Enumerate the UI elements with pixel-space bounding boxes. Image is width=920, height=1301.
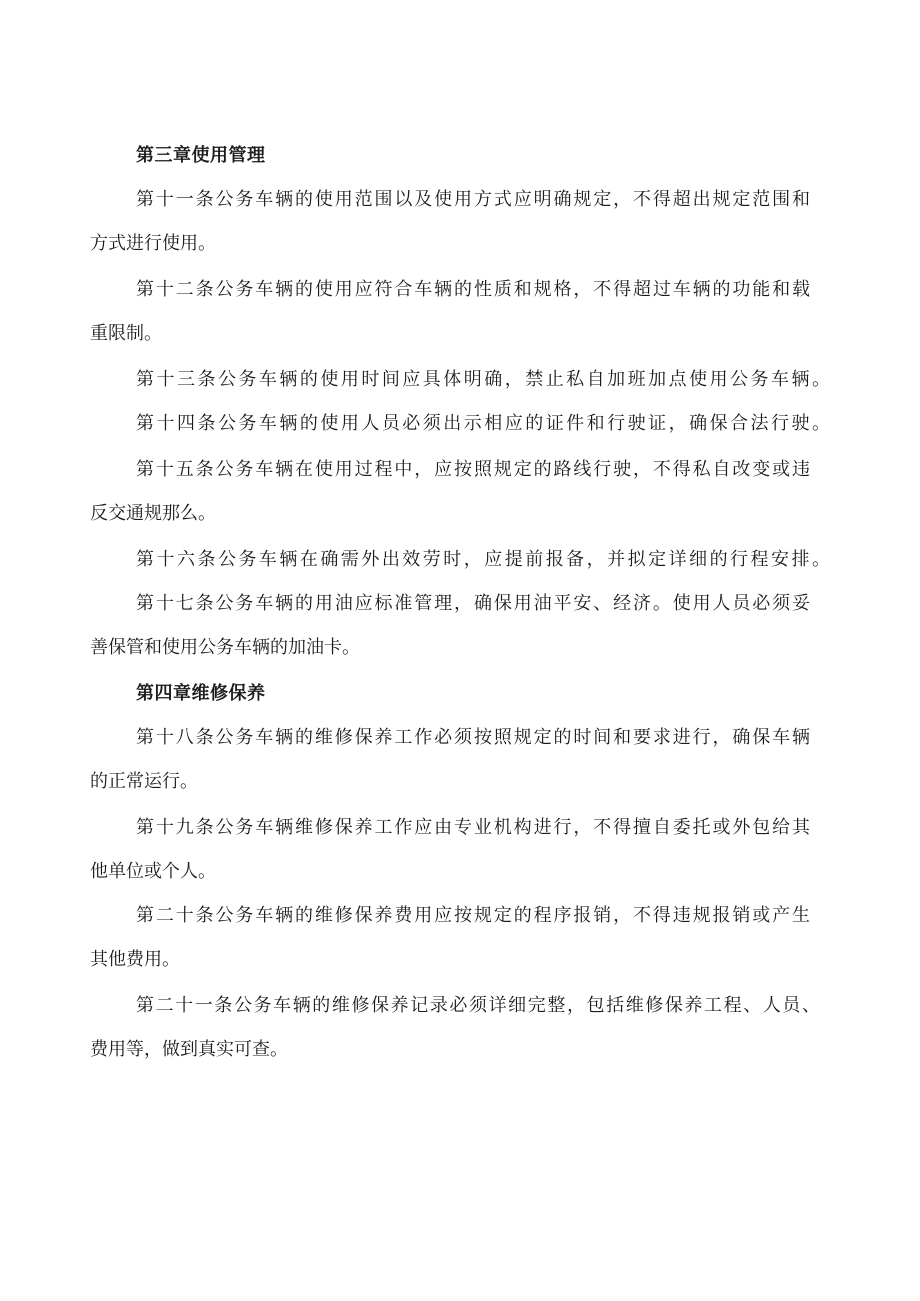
article-19-line-1: 第十九条公务车辆维修保养工作应由专业机构进行，不得擅自委托或外包给其 [136, 817, 810, 838]
chapter-4-title: 第四章维修保养 [136, 683, 266, 704]
article-18-line-1: 第十八条公务车辆的维修保养工作必须按照规定的时间和要求进行，确保车辆 [136, 727, 810, 748]
article-17-line-2: 善保管和使用公务车辆的加油卡。 [90, 637, 360, 658]
article-18-line-2: 的正常运行。 [90, 771, 198, 792]
article-20-line-2: 其他费用。 [90, 949, 180, 970]
article-15-line-2: 反交通规那么。 [90, 503, 216, 524]
article-14-line-1: 第十四条公务车辆的使用人员必须出示相应的证件和行驶证，确保合法行驶。 [136, 413, 830, 434]
article-11-line-1: 第十一条公务车辆的使用范围以及使用方式应明确规定，不得超出规定范围和 [136, 189, 810, 210]
article-19-line-2: 他单位或个人。 [90, 861, 216, 882]
article-15-line-1: 第十五条公务车辆在使用过程中，应按照规定的路线行驶，不得私自改变或违 [136, 459, 810, 480]
article-12-line-2: 重限制。 [90, 323, 162, 344]
article-12-line-1: 第十二条公务车辆的使用应符合车辆的性质和规格，不得超过车辆的功能和载 [136, 279, 810, 300]
article-21-line-2: 费用等，做到真实可查。 [90, 1039, 288, 1060]
article-21-line-1: 第二十一条公务车辆的维修保养记录必须详细完整，包括维修保养工程、人员、 [136, 995, 820, 1016]
article-11-line-2: 方式进行使用。 [90, 233, 216, 254]
chapter-3-title: 第三章使用管理 [136, 145, 266, 166]
article-17-line-1: 第十七条公务车辆的用油应标准管理，确保用油平安、经济。使用人员必须妥 [136, 593, 810, 614]
article-13-line-1: 第十三条公务车辆的使用时间应具体明确，禁止私自加班加点使用公务车辆。 [136, 369, 830, 390]
article-20-line-1: 第二十条公务车辆的维修保养费用应按规定的程序报销，不得违规报销或产生 [136, 905, 810, 926]
article-16-line-1: 第十六条公务车辆在确需外出效劳时，应提前报备，并拟定详细的行程安排。 [136, 549, 830, 570]
